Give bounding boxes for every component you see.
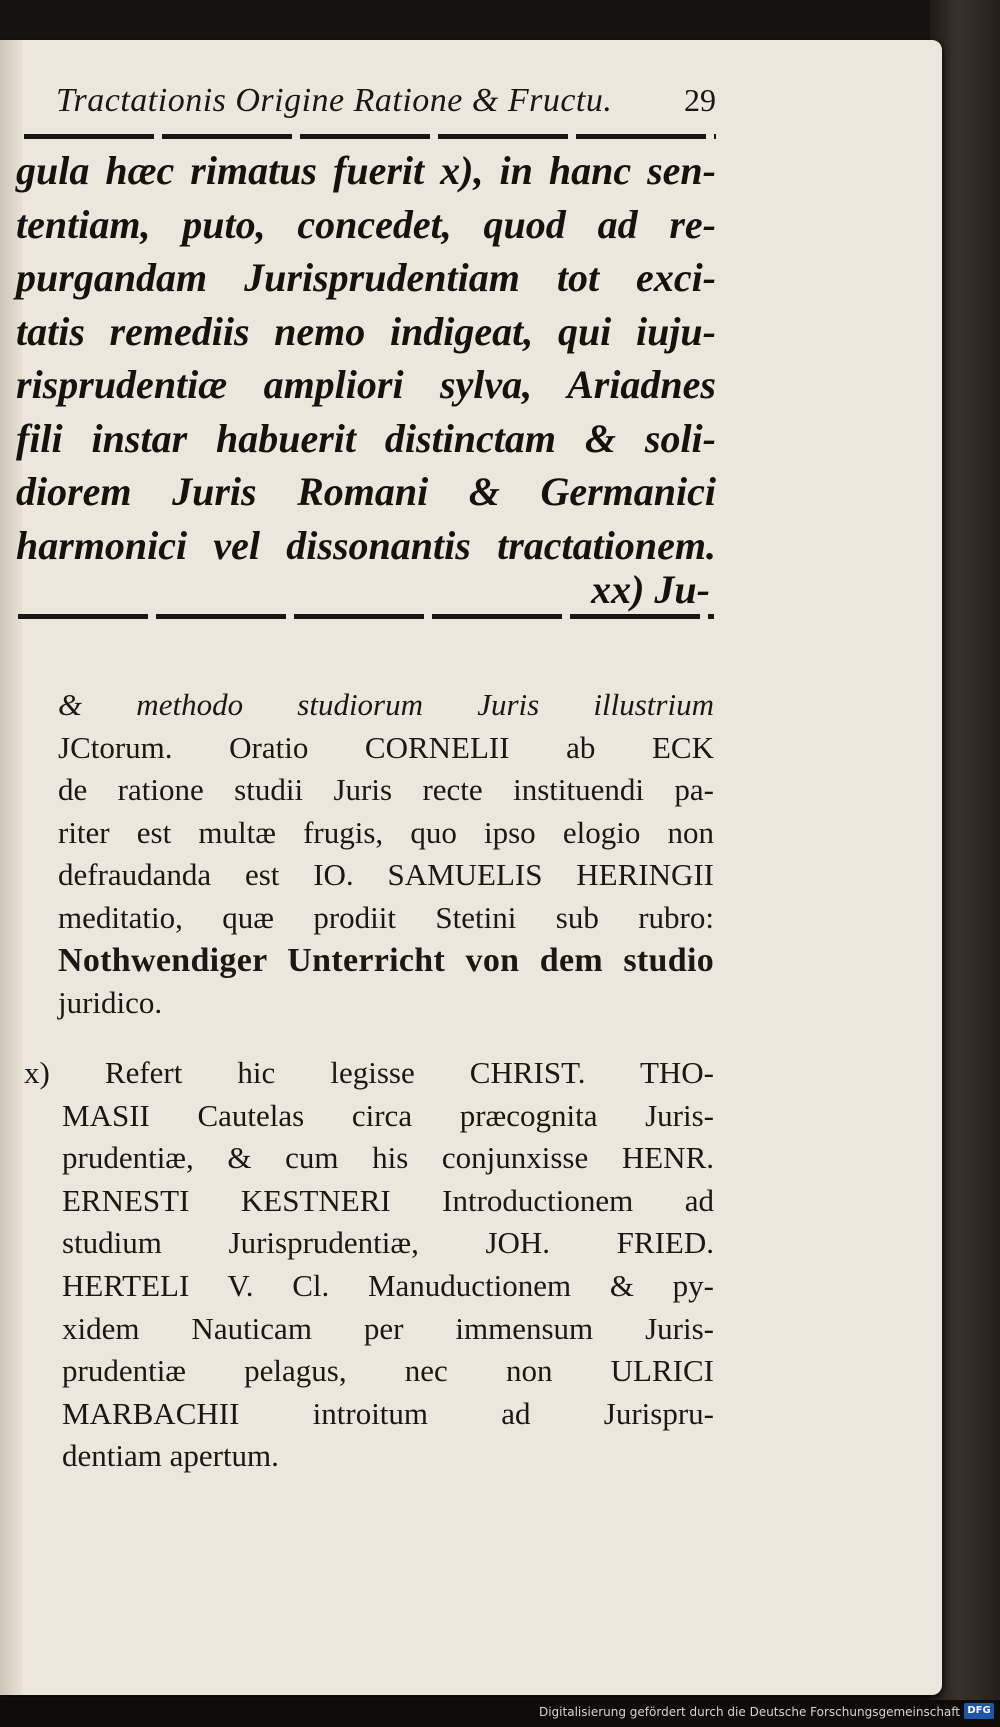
footnote-line: meditatio, quæ prodiit Stetini sub rubro: (58, 899, 714, 935)
footnote-line: dentiam apertum. (62, 1438, 279, 1474)
footnote-line: de ratione studii Juris recte instituendi pa- (58, 772, 714, 808)
footnote-line: defraudanda est IO. SAMUELIS HERINGII (58, 857, 714, 893)
footnote-line-fraktur: Nothwendiger Unterricht von dem studio (58, 941, 714, 979)
catchword: xx) Ju- (591, 567, 710, 612)
main-text-line: purgandam Jurisprudentiam tot exci- (16, 255, 716, 300)
main-text-line: tentiam, puto, concedet, quod ad re- (16, 201, 716, 247)
dfg-logo: DFG (964, 1703, 994, 1719)
footnote-line: riter est multæ frugis, quo ipso elogio non (58, 814, 714, 850)
main-text-line: gula hæc rimatus fuerit x), in hanc sen- (16, 148, 716, 193)
header-rule (24, 134, 716, 139)
footnote-line: studium Jurisprudentiæ, JOH. FRIED. (62, 1225, 714, 1261)
footnote-line: prudentiæ pelagus, nec non ULRICI (62, 1353, 714, 1389)
running-head-title: Tractationis Origine Ratione & Fructu. (56, 82, 613, 119)
main-text-line: fili instar habuerit distinctam & soli- (16, 415, 716, 461)
footnote-separator-rule (18, 614, 714, 619)
footnote-line: prudentiæ, & cum his conjunxisse HENR. (62, 1140, 714, 1176)
footnote-line: juridico. (58, 985, 163, 1021)
footnote-line: & methodo studiorum Juris illustrium (58, 687, 714, 722)
main-text-line: tatis remediis nemo indigeat, qui iuju- (16, 308, 716, 354)
running-head (56, 82, 716, 130)
footnote-x (24, 1052, 714, 1478)
main-text-line: harmonici vel dissonantis tractationem. (16, 522, 716, 568)
main-text-line: diorem Juris Romani & Germanici (16, 469, 716, 514)
footnote-line: MASII Cautelas circa præcognita Juris- (62, 1097, 714, 1133)
digitization-credit: Digitalisierung gefördert durch die Deutsche Forschungsgemeinschaft (538, 1705, 960, 1719)
footnote-line: MARBACHII introitum ad Jurispru- (62, 1395, 714, 1431)
main-text-line: risprudentiæ ampliori sylva, Ariadnes (16, 362, 716, 407)
footnote-line: HERTELI V. Cl. Manuductionem & py- (62, 1267, 714, 1303)
footnote-line: JCtorum. Oratio CORNELII ab ECK (58, 729, 714, 765)
footnote-line: xidem Nauticam per immensum Juris- (62, 1310, 714, 1346)
footnote-line: ERNESTI KESTNERI Introductionem ad (62, 1182, 714, 1218)
main-text-block (16, 144, 716, 572)
footnote-line: x) Refert hic legisse CHRIST. THO- (24, 1055, 714, 1090)
footnote-continued (58, 684, 714, 1025)
page-number: 29 (684, 82, 716, 118)
